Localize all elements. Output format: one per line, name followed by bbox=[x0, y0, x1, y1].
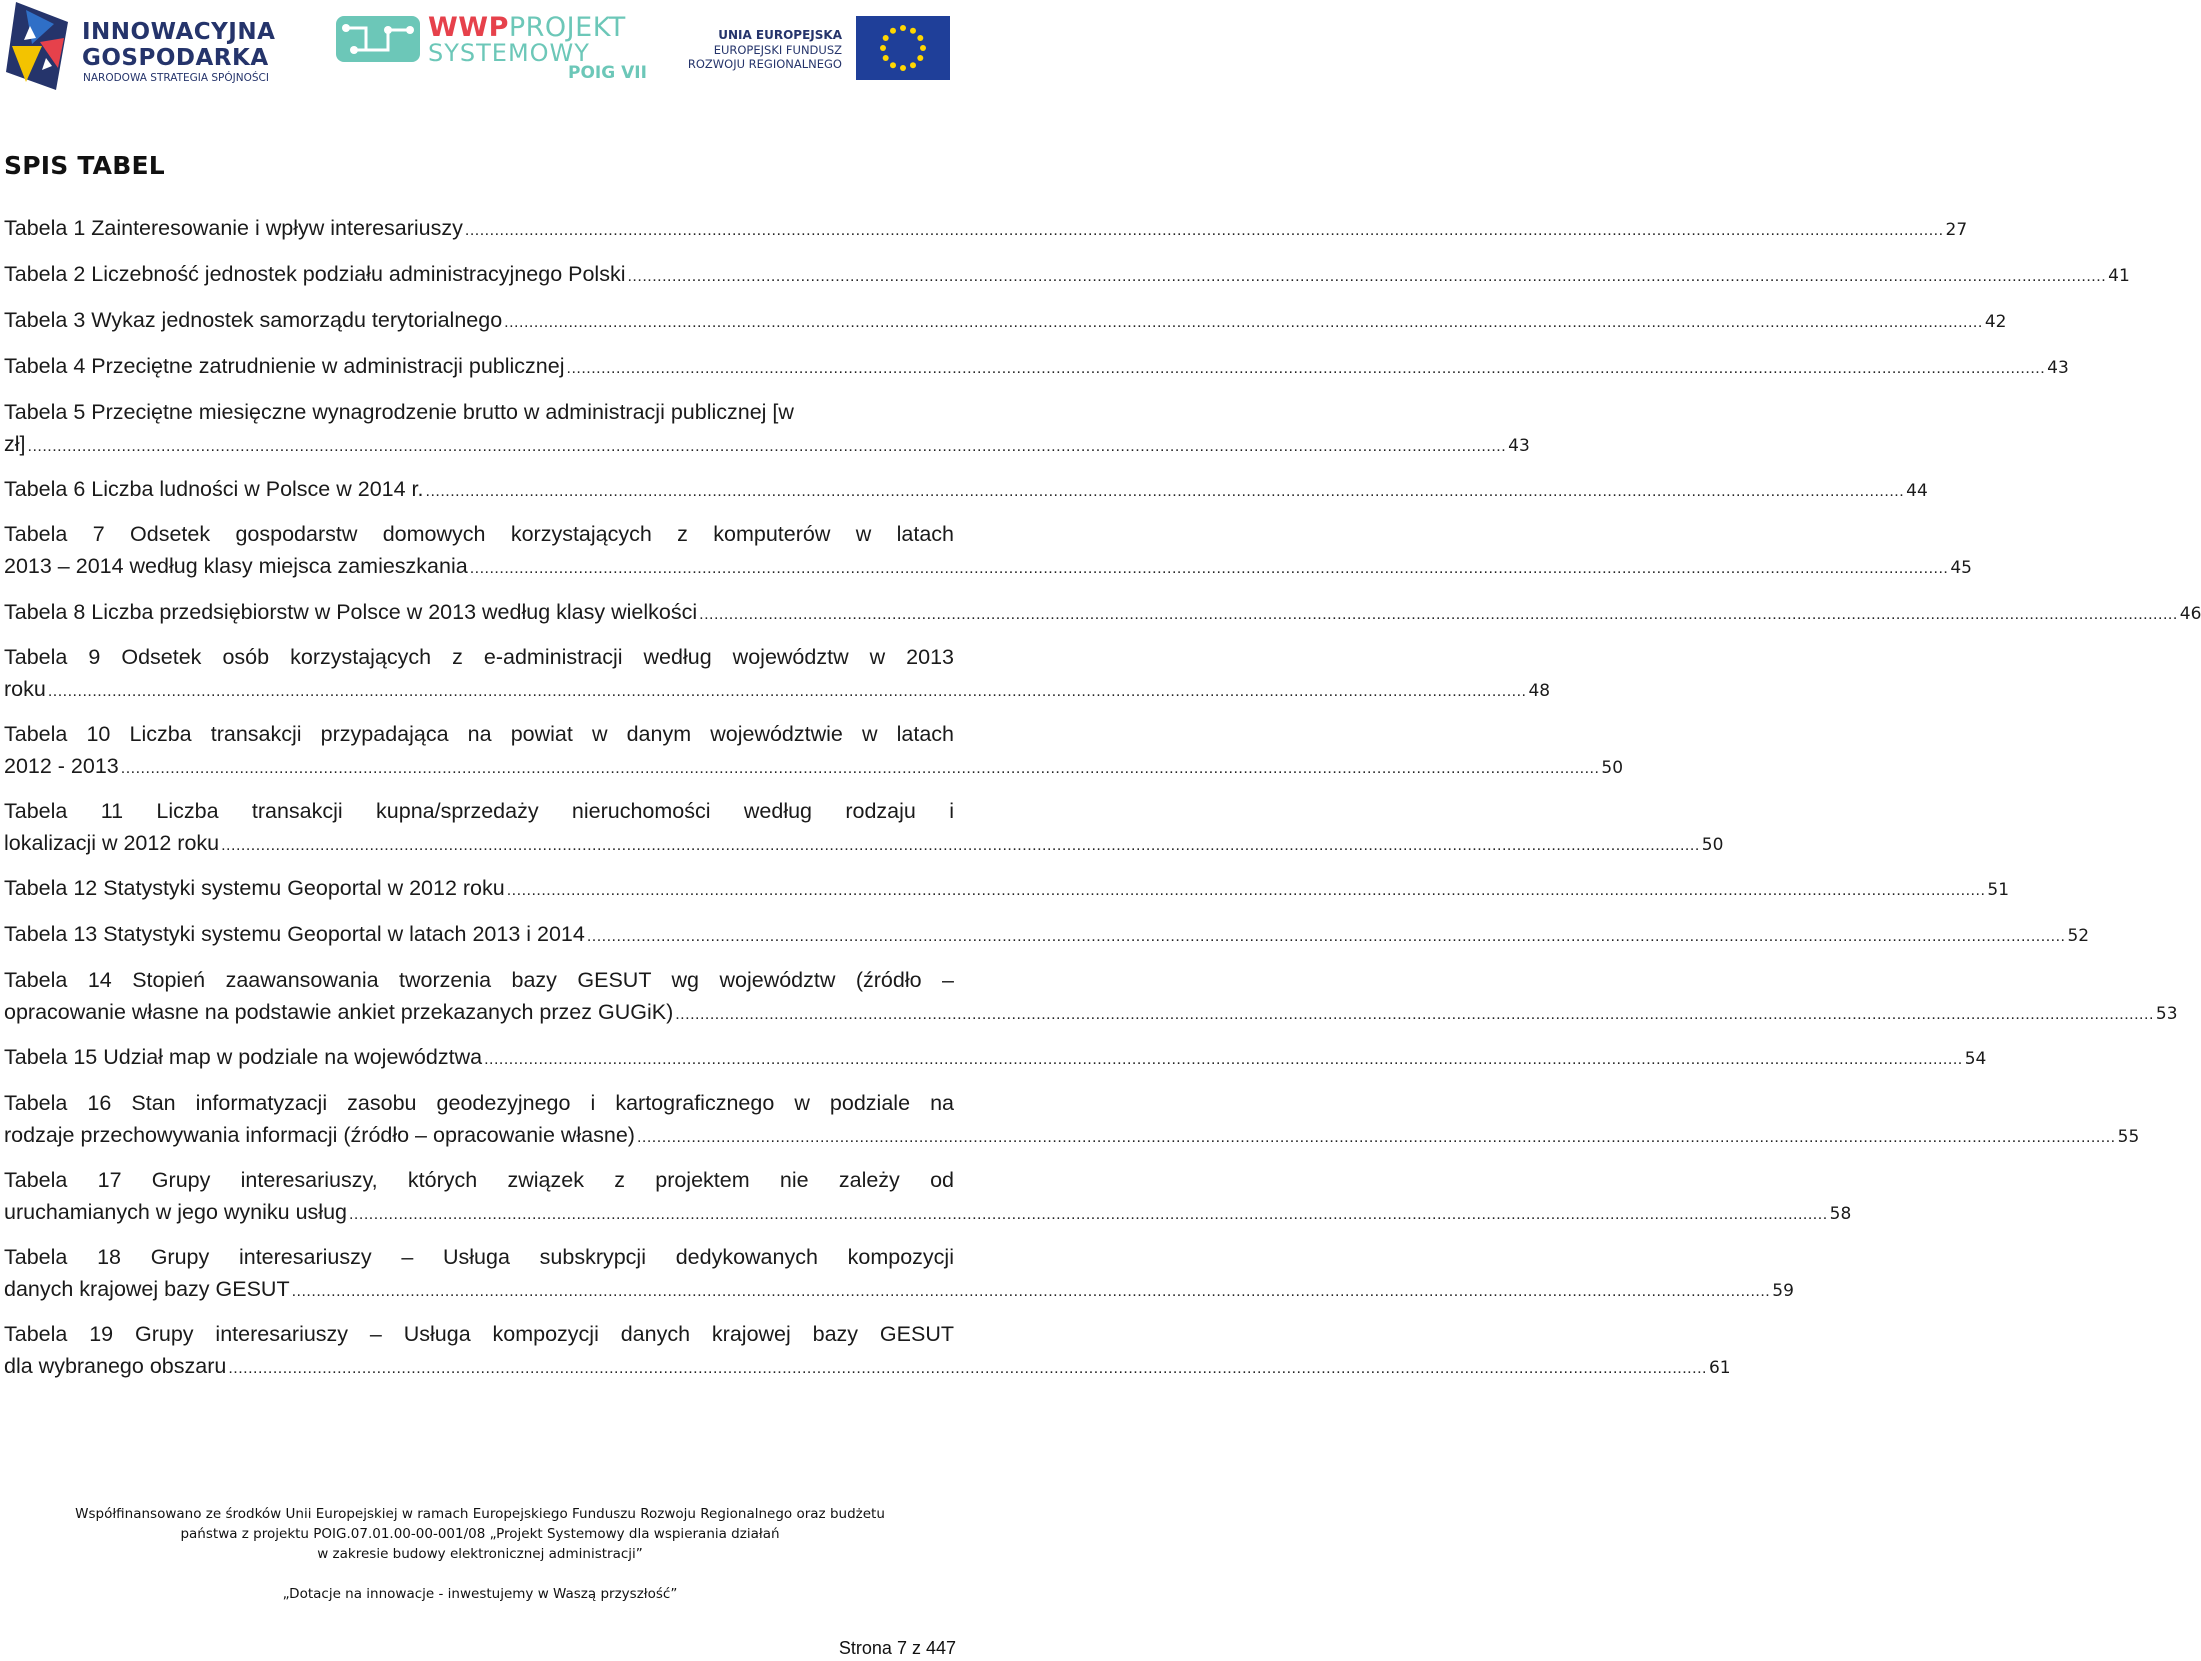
toc-entry-text: Tabela 5 Przeciętne miesięczne wynagrodzenie brutto w administracji publicznej [w bbox=[4, 400, 794, 424]
toc-entry[interactable] bbox=[4, 1241, 1794, 1308]
toc-entry-page: 58 bbox=[1829, 1204, 1852, 1224]
toc-entry-line bbox=[4, 964, 954, 996]
logo-center-wwp: WWP bbox=[428, 12, 509, 43]
toc-leader bbox=[28, 431, 1507, 463]
toc-entry-text: Tabela 14 Stopień zaawansowania tworzenia bazy GESUT wg województw (źródło – bbox=[4, 968, 954, 992]
toc-leader bbox=[221, 830, 1700, 862]
toc-entry-text: Tabela 9 Odsetek osób korzystających z e-administracji według województw w 2013 bbox=[4, 645, 954, 669]
logo-center-line1: WWPPROJEKT bbox=[428, 12, 626, 43]
toc-entry-page: 46 bbox=[2179, 604, 2201, 624]
wwp-network-icon bbox=[336, 16, 420, 62]
logo-center-projekt: ROJEKT bbox=[525, 12, 626, 43]
toc-entry-text-cont: zł] bbox=[4, 432, 26, 456]
toc-entry-line bbox=[4, 1087, 954, 1119]
logo-center-line3: POIG VII bbox=[568, 63, 647, 83]
toc-title: SPIS TABEL bbox=[4, 151, 165, 180]
toc-leader bbox=[349, 1199, 1828, 1231]
toc-entry-page: 48 bbox=[1528, 681, 1551, 701]
toc-entry-page: 52 bbox=[2067, 926, 2090, 946]
toc-entry[interactable] bbox=[4, 795, 1724, 862]
innowacyjna-gospodarka-emblem bbox=[6, 2, 70, 90]
unia-europejska-logo bbox=[687, 16, 950, 82]
toc-entry-page: 27 bbox=[1945, 220, 1968, 240]
toc-entry[interactable] bbox=[4, 872, 2010, 907]
wwp-projekt-systemowy-logo bbox=[336, 14, 646, 84]
toc-leader bbox=[507, 875, 1986, 907]
toc-leader bbox=[470, 553, 1949, 585]
toc-entry-text-cont: opracowanie własne na podstawie ankiet przekazanych przez GUGiK) bbox=[4, 1000, 674, 1024]
toc-entry[interactable] bbox=[4, 964, 2178, 1031]
toc-entry-line bbox=[4, 396, 954, 428]
footer-motto: „Dotacje na innowacje - inwestujemy w Waszą przyszłość” bbox=[282, 1586, 678, 1602]
toc-entry[interactable] bbox=[4, 596, 2201, 631]
toc-entry-page: 42 bbox=[1984, 312, 2007, 332]
toc-entry-text: Tabela 4 Przeciętne zatrudnienie w administracji publicznej bbox=[4, 354, 565, 378]
toc-entry[interactable] bbox=[4, 518, 1972, 585]
toc-entry[interactable] bbox=[4, 1318, 1731, 1385]
toc-entry-page: 41 bbox=[2108, 266, 2130, 286]
toc-entry[interactable] bbox=[4, 258, 2130, 293]
toc-leader bbox=[675, 999, 2154, 1031]
toc-entry-line bbox=[4, 795, 954, 827]
toc-entry-text-cont: uruchamianych w jego wyniku usług bbox=[4, 1200, 347, 1224]
toc-entry-text: Tabela 17 Grupy interesariuszy, których związek z projektem nie zależy od bbox=[4, 1168, 954, 1192]
toc-leader bbox=[426, 476, 1905, 508]
toc-entry[interactable] bbox=[4, 304, 2007, 339]
toc-entry[interactable] bbox=[4, 718, 1624, 785]
toc-leader bbox=[627, 261, 2106, 293]
toc-entry-page: 59 bbox=[1772, 1281, 1794, 1301]
toc-entry[interactable] bbox=[4, 918, 2090, 953]
toc-entry-page: 45 bbox=[1950, 558, 1972, 578]
toc-entry-text-cont: lokalizacji w 2012 roku bbox=[4, 831, 220, 855]
toc-entry[interactable] bbox=[4, 1087, 2140, 1154]
toc-entry-text-cont: dla wybranego obszaru bbox=[4, 1354, 227, 1378]
toc-entry[interactable] bbox=[4, 1164, 1852, 1231]
toc-entry-line bbox=[4, 718, 954, 750]
logo-left-line2: GOSPODARKA bbox=[82, 45, 269, 71]
toc-entry-text: Tabela 1 Zainteresowanie i wpływ interesariuszy bbox=[4, 216, 463, 240]
footer-cofinancing-line1: Współfinansowano ze środków Unii Europejskiej w ramach Europejskiego Funduszu Rozwoju Regionalnego oraz budżetu bbox=[75, 1506, 885, 1522]
toc-entry[interactable] bbox=[4, 396, 1530, 463]
toc-entry-line bbox=[4, 518, 954, 550]
toc-entry-text-cont: danych krajowej bazy GESUT bbox=[4, 1277, 290, 1301]
toc-entry[interactable] bbox=[4, 212, 1968, 247]
toc-entry-text: Tabela 11 Liczba transakcji kupna/sprzedaży nieruchomości według rodzaju i bbox=[4, 799, 954, 823]
toc-leader bbox=[587, 921, 2066, 953]
toc-entry-text-cont: 2012 - 2013 bbox=[4, 754, 119, 778]
page-footer bbox=[0, 1504, 960, 1564]
logo-left-line1: INNOWACYJNA bbox=[82, 19, 276, 45]
toc-entry-line bbox=[4, 641, 954, 673]
toc-entry-page: 50 bbox=[1601, 758, 1624, 778]
toc-entry-page: 51 bbox=[1987, 880, 2010, 900]
logo-center-line2: SYSTEMOWY bbox=[428, 39, 590, 67]
toc-entry-page: 54 bbox=[1964, 1049, 1987, 1069]
toc-entry-text-cont: roku bbox=[4, 677, 46, 701]
logo-right-line2: EUROPEJSKI FUNDUSZ bbox=[713, 43, 842, 57]
toc-entry-text: Tabela 2 Liczebność jednostek podziału administracyjnego Polski bbox=[4, 262, 626, 286]
toc-leader bbox=[48, 676, 1527, 708]
toc-entry-line bbox=[4, 1318, 954, 1350]
toc-entry-text-cont: rodzaje przechowywania informacji (źródło – opracowanie własne) bbox=[4, 1123, 635, 1147]
toc-leader bbox=[484, 1044, 1963, 1076]
toc-leader bbox=[699, 599, 2178, 631]
toc-entry-text: Tabela 13 Statystyki systemu Geoportal w latach 2013 i 2014 bbox=[4, 922, 585, 946]
toc-entry[interactable] bbox=[4, 473, 1928, 508]
toc-entry-page: 44 bbox=[1906, 481, 1928, 501]
logo-left-line3: NARODOWA STRATEGIA SPÓJNOŚCI bbox=[83, 72, 269, 84]
toc-leader bbox=[121, 753, 1600, 785]
toc-entry-text: Tabela 16 Stan informatyzacji zasobu geodezyjnego i kartograficznego w podziale na bbox=[4, 1091, 954, 1115]
innowacyjna-gospodarka-logo bbox=[6, 2, 286, 90]
toc-entry[interactable] bbox=[4, 350, 2069, 385]
toc-entry-page: 43 bbox=[1508, 436, 1530, 456]
toc-leader bbox=[567, 353, 2046, 385]
toc-entry-line bbox=[4, 1164, 954, 1196]
toc-entry[interactable] bbox=[4, 1041, 1987, 1076]
toc-leader bbox=[465, 215, 1944, 247]
toc-entry[interactable] bbox=[4, 641, 1551, 708]
logo-right-line3: ROZWOJU REGIONALNEGO bbox=[687, 57, 842, 71]
toc-entry-page: 50 bbox=[1701, 835, 1724, 855]
toc-entry-text: Tabela 6 Liczba ludności w Polsce w 2014 r. bbox=[4, 477, 424, 501]
toc-entry-text: Tabela 7 Odsetek gospodarstw domowych korzystających z komputerów w latach bbox=[4, 522, 954, 546]
toc-leader bbox=[637, 1122, 2116, 1154]
toc-leader bbox=[504, 307, 1983, 339]
toc-entry-page: 53 bbox=[2155, 1004, 2178, 1024]
page-number: Strona 7 z 447 bbox=[838, 1638, 956, 1658]
toc-leader bbox=[228, 1353, 1707, 1385]
toc-entry-text: Tabela 19 Grupy interesariuszy – Usługa kompozycji danych krajowej bazy GESUT bbox=[4, 1322, 954, 1346]
toc-entry-text: Tabela 18 Grupy interesariuszy – Usługa subskrypcji dedykowanych kompozycji bbox=[4, 1245, 954, 1269]
toc-entry-text: Tabela 3 Wykaz jednostek samorządu terytorialnego bbox=[4, 308, 503, 332]
toc-entry-line bbox=[4, 1241, 954, 1273]
eu-flag-icon bbox=[856, 16, 950, 80]
footer-cofinancing-line3: w zakresie budowy elektronicznej administracji” bbox=[317, 1546, 643, 1562]
toc-entry-page: 61 bbox=[1708, 1358, 1731, 1378]
toc-entry-text-cont: 2013 – 2014 według klasy miejsca zamieszkania bbox=[4, 554, 468, 578]
logo-right-line1: UNIA EUROPEJSKA bbox=[718, 28, 842, 42]
footer-cofinancing-line2: państwa z projektu POIG.07.01.00-00-001/08 „Projekt Systemowy dla wspierania działań bbox=[180, 1526, 780, 1542]
toc-entry-text: Tabela 12 Statystyki systemu Geoportal w 2012 roku bbox=[4, 876, 505, 900]
toc-entry-page: 43 bbox=[2047, 358, 2069, 378]
page-header bbox=[0, 0, 960, 100]
toc-entry-text: Tabela 15 Udział map w podziale na województwa bbox=[4, 1045, 483, 1069]
toc-entry-text: Tabela 10 Liczba transakcji przypadająca na powiat w danym województwie w latach bbox=[4, 722, 954, 746]
toc-entry-text: Tabela 8 Liczba przedsiębiorstw w Polsce w 2013 według klasy wielkości bbox=[4, 600, 698, 624]
toc-entry-page: 55 bbox=[2117, 1127, 2140, 1147]
toc-leader bbox=[292, 1276, 1771, 1308]
